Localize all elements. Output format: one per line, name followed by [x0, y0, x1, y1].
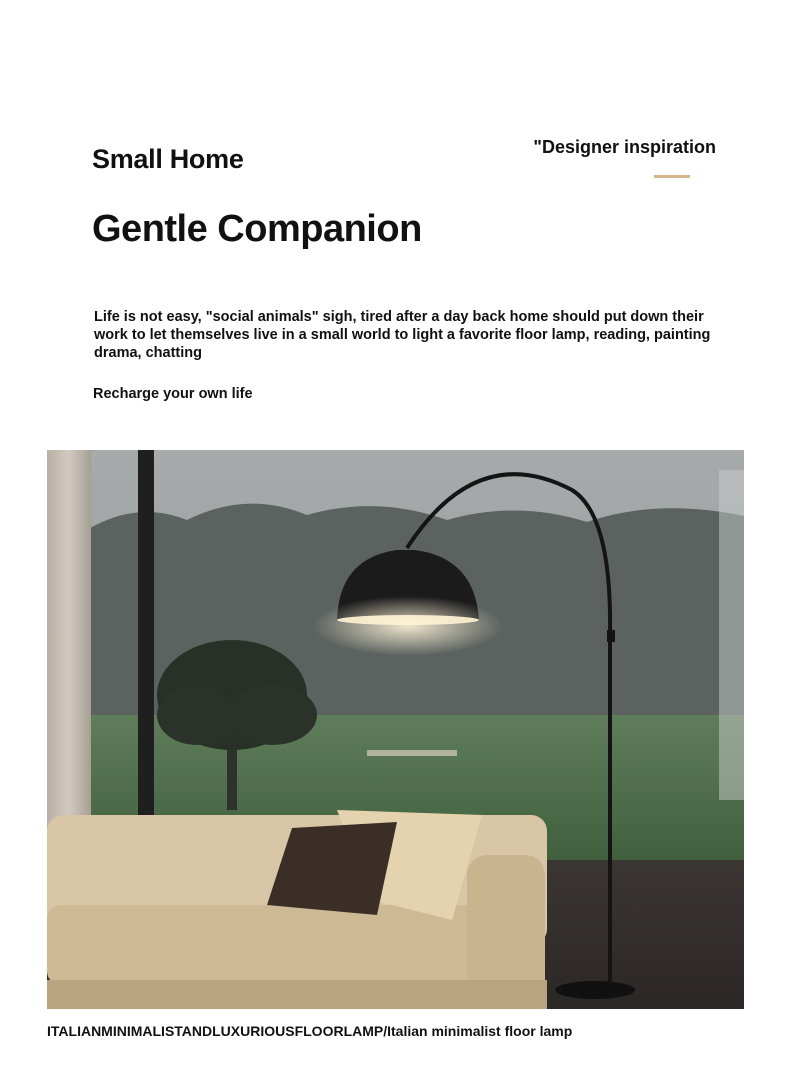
window-reflection — [719, 470, 744, 800]
intro-paragraph: Life is not easy, "social animals" sigh, tired after a day back home should put down their work to let themselves live in a small world to light a favorite floor lamp, reading, painting drama, chatting — [94, 309, 711, 361]
distant-path — [367, 750, 457, 756]
accent-rule — [654, 175, 690, 178]
product-photo — [47, 450, 744, 1009]
designer-tagline: "Designer inspiration — [533, 137, 716, 157]
recharge-text: Recharge your own life — [93, 386, 253, 402]
headline: Gentle Companion — [92, 208, 422, 250]
subtitle: Small Home — [92, 144, 244, 174]
window-frame — [138, 450, 154, 830]
product-caption: ITALIANMINIMALISTANDLUXURIOUSFLOORLAMP/Italian minimalist floor lamp — [47, 1023, 573, 1039]
